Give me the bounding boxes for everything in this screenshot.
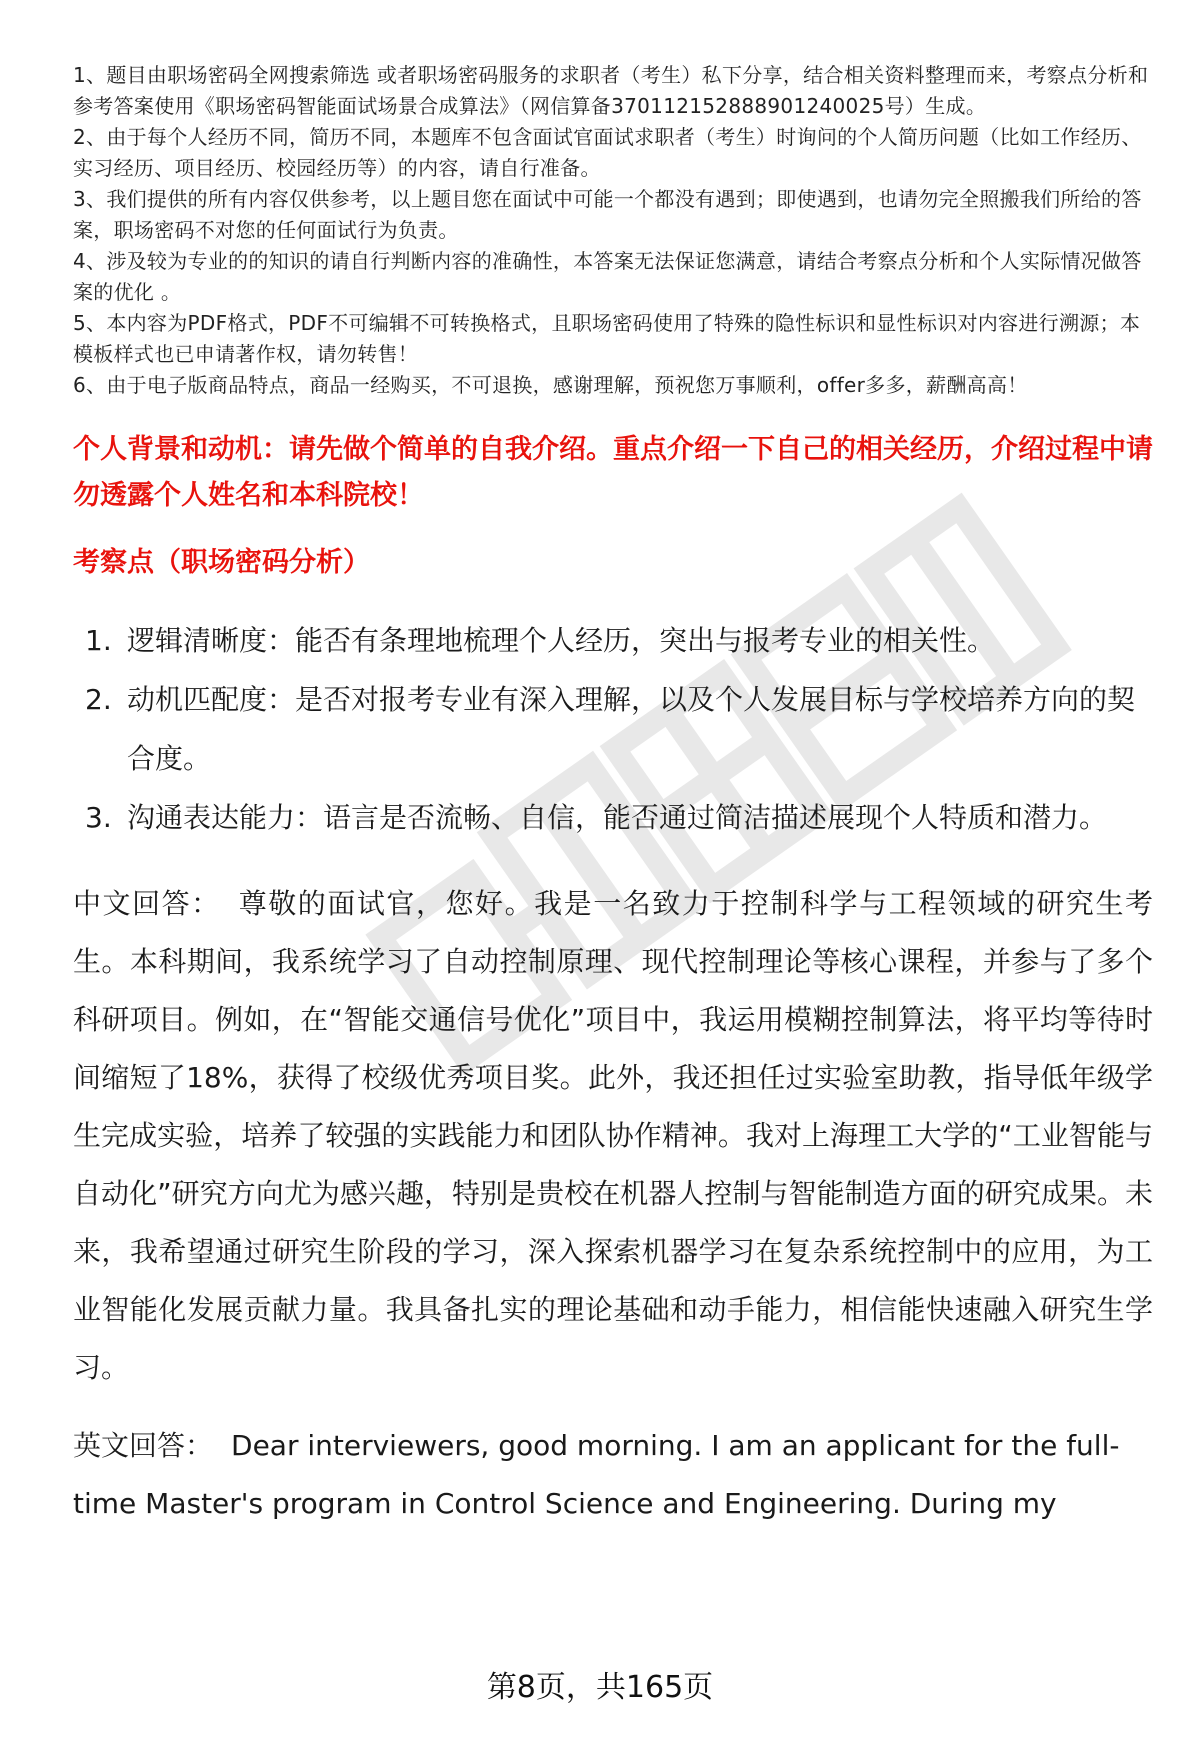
point-text: 逻辑清晰度：能否有条理地梳理个人经历，突出与报考专业的相关性。 (127, 624, 996, 657)
analysis-title: 考察点（职场密码分析） (73, 547, 370, 578)
page-number: 第8页，共165页 (486, 1670, 714, 1705)
point-number: 3. (85, 801, 112, 834)
note-item: 5、本内容为PDF格式，PDF不可编辑不可转换格式，且职场密码使用了特殊的隐性标识和显性标识对内容进行溯源；本模板样式也已申请著作权，请勿转售！ (73, 311, 1141, 366)
point-text: 动机匹配度：是否对报考专业有深入理解，以及个人发展目标与学校培养方向的契合度。 (127, 683, 1136, 775)
english-answer-label: 英文回答： (73, 1429, 214, 1462)
note-item: 3、我们提供的所有内容仅供参考，以上题目您在面试中可能一个都没有遇到；即使遇到，也请勿完全照搬我们所给的答案，职场密码不对您的任何面试行为负责。 (73, 187, 1142, 242)
analysis-point (73, 611, 1153, 670)
question-heading: 个人背景和动机：请先做个简单的自我介绍。重点介绍一下自己的相关经历，介绍过程中请勿透露个人姓名和本科院校！ (73, 434, 1153, 511)
english-answer (73, 1417, 1153, 1533)
document-page (73, 60, 1153, 1533)
point-text: 沟通表达能力：语言是否流畅、自信，能否通过简洁描述展现个人特质和潜力。 (127, 801, 1108, 834)
point-number: 1. (85, 624, 112, 657)
note-item: 1、题目由职场密码全网搜索筛选 或者职场密码服务的求职者（考生）私下分享，结合相关资料整理而来，考察点分析和参考答案使用《职场密码智能面试场景合成算法》（网信算备370112152888901240025号）生成。 (73, 63, 1149, 118)
analysis-point (73, 670, 1153, 788)
chinese-answer-text: 尊敬的面试官，您好。我是一名致力于控制科学与工程领域的研究生考生。本科期间，我系统学习了自动控制原理、现代控制理论等核心课程，并参与了多个科研项目。例如，在“智能交通信号优化”项目中，我运用模糊控制算法，将平均等待时间缩短了18%，获得了校级优秀项目奖。此外，我还担任过实验室助教，指导低年级学生完成实验，培养了较强的实践能力和团队协作精神。我对上海理工大学的“工业智能与自动化”研究方向尤为感兴趣，特别是贵校在机器人控制与智能制造方面的研究成果。未来，我希望通过研究生阶段的学习，深入探索机器学习在复杂系统控制中的应用，为工业智能化发展贡献力量。我具备扎实的理论基础和动手能力，相信能快速融入研究生学习。 (73, 887, 1153, 1384)
disclaimer-notes (73, 60, 1153, 401)
analysis-point (73, 788, 1153, 847)
chinese-answer-label: 中文回答： (73, 887, 221, 920)
note-item: 2、由于每个人经历不同，简历不同，本题库不包含面试官面试求职者（考生）时询问的个人简历问题（比如工作经历、实习经历、项目经历、校园经历等）的内容，请自行准备。 (73, 125, 1142, 180)
note-item: 6、由于电子版商品特点，商品一经购买，不可退换，感谢理解，预祝您万事顺利，offer多多，薪酬高高！ (73, 373, 1028, 397)
note-item: 4、涉及较为专业的的知识的请自行判断内容的准确性，本答案无法保证您满意，请结合考察点分析和个人实际情况做答案的优化 。 (73, 249, 1142, 304)
point-number: 2. (85, 683, 112, 716)
analysis-points (73, 611, 1153, 847)
english-answer-text: Dear interviewers, good morning. I am an applicant for the full-time Master's program in Control Science and Engineering. During my (73, 1429, 1120, 1520)
chinese-answer (73, 875, 1153, 1397)
